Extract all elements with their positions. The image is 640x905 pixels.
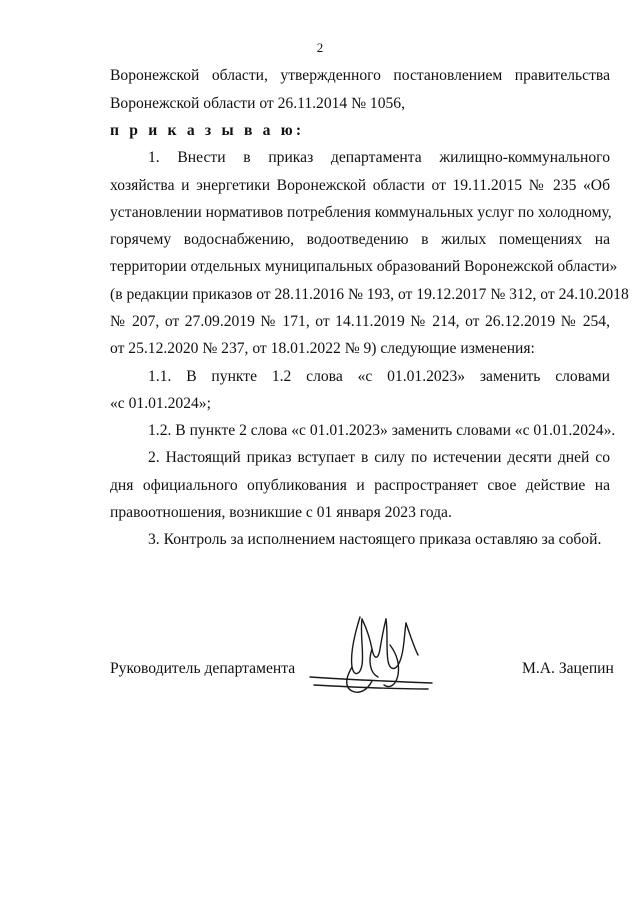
text-line: № 207, от 27.09.2019 № 171, от 14.11.2019 № 214, от 26.12.2019 № 254, — [110, 313, 610, 330]
page-number: 2 — [316, 40, 324, 55]
order-keyword: п р и к а з ы в а ю: — [110, 122, 305, 139]
text-line: горячему водоснабжению, водоотведению в жилых помещениях на — [110, 231, 610, 248]
text-line: от 25.12.2020 № 237, от 18.01.2022 № 9) следующие изменения: — [110, 340, 535, 357]
text-line: установлении нормативов потребления коммунальных услуг по холодному, — [110, 204, 612, 221]
text-line: (в редакции приказов от 28.11.2016 № 193, от 19.12.2017 № 312, от 24.10.2018 — [110, 286, 629, 303]
text-line: 2. Настоящий приказ вступает в силу по истечении десяти дней со — [148, 449, 610, 466]
text-line: 1.1. В пункте 1.2 слова «с 01.01.2023» заменить словами — [148, 368, 610, 385]
signer-name: М.А. Зацепин — [522, 660, 614, 677]
text-line: Воронежской области от 26.11.2014 № 1056, — [110, 95, 405, 112]
text-line: «с 01.01.2024»; — [110, 395, 211, 412]
text-line: территории отдельных муниципальных образований Воронежской области» — [110, 258, 618, 275]
position-title: Руководитель департамента — [110, 660, 296, 677]
text-line: хозяйства и энергетики Воронежской области от 19.11.2015 № 235 «Об — [110, 177, 610, 194]
handwritten-signature — [300, 605, 440, 715]
text-line: 1.2. В пункте 2 слова «с 01.01.2023» заменить словами «с 01.01.2024». — [148, 422, 616, 439]
text-line: 1. Внести в приказ департамента жилищно-коммунального — [148, 149, 610, 166]
text-line: 3. Контроль за исполнением настоящего приказа оставляю за собой. — [148, 531, 602, 548]
text-line: правоотношения, возникшие с 01 января 2023 года. — [110, 504, 452, 521]
text-line: Воронежской области, утвержденного постановлением правительства — [110, 67, 610, 84]
text-line: дня официального опубликования и распространяет свое действие на — [110, 477, 610, 494]
